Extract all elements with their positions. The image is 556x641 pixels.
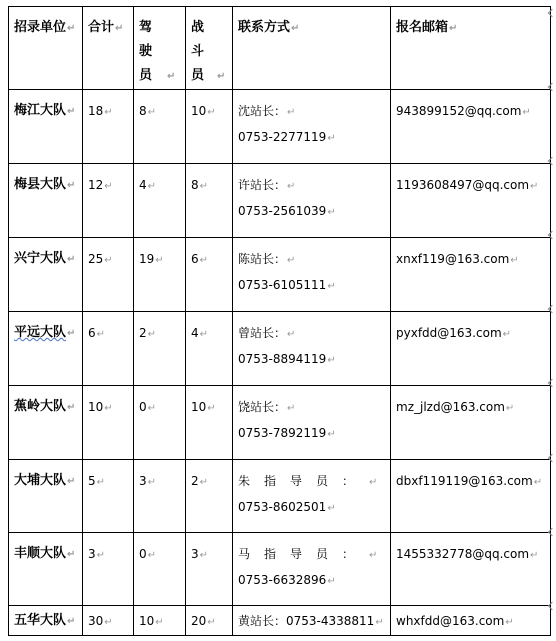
unit-name: 丰顺大队 <box>14 546 67 561</box>
table-row <box>9 238 551 312</box>
unit-name: 梅县大队 <box>14 177 67 192</box>
paragraph-mark-icon: ↵ <box>115 23 124 34</box>
total-count: 6 <box>88 326 96 340</box>
unit-name: 兴宁大队 <box>14 251 67 266</box>
total-count: 5 <box>88 474 96 488</box>
header-fighter: 战斗员 <box>191 20 217 83</box>
paragraph-mark-icon: ↵ <box>104 107 113 118</box>
paragraph-mark-icon: ↵ <box>199 550 209 561</box>
row-end-marker-icon <box>549 306 555 314</box>
unit-name: 平远大队 <box>14 325 67 340</box>
paragraph-mark-icon: ↵ <box>327 503 336 514</box>
contact-phone: 0753-8602501 <box>238 500 327 514</box>
unit-name: 大埔大队 <box>14 473 67 488</box>
fighter-count: 4 <box>191 326 199 340</box>
paragraph-mark-icon: ↵ <box>199 255 209 266</box>
paragraph-mark-icon: ↵ <box>287 329 296 340</box>
paragraph-mark-icon: ↵ <box>287 181 296 192</box>
header-driver: 驾驶员 <box>139 20 167 83</box>
table-row <box>9 90 551 164</box>
paragraph-mark-icon: ↵ <box>291 23 300 34</box>
paragraph-mark-icon: ↵ <box>104 403 113 414</box>
contact-phone: 0753-2561039 <box>238 204 327 218</box>
paragraph-mark-icon: ↵ <box>207 403 216 414</box>
contact-phone: 0753-2277119 <box>238 130 327 144</box>
paragraph-mark-icon: ↵ <box>449 23 458 34</box>
total-count: 30 <box>88 614 104 628</box>
row-end-marker-icon <box>549 158 555 166</box>
paragraph-mark-icon: ↵ <box>96 550 106 561</box>
email-address: pyxfdd@163.com <box>396 326 502 340</box>
paragraph-mark-icon: ↵ <box>96 329 106 340</box>
paragraph-mark-icon: ↵ <box>104 255 113 266</box>
paragraph-mark-icon: ↵ <box>327 281 336 292</box>
paragraph-mark-icon: ↵ <box>67 254 76 265</box>
paragraph-mark-icon: ↵ <box>510 255 519 266</box>
paragraph-mark-icon: ↵ <box>67 180 76 191</box>
paragraph-mark-icon: ↵ <box>147 550 157 561</box>
driver-count: 0 <box>139 547 147 561</box>
paragraph-mark-icon: ↵ <box>530 181 539 192</box>
driver-count: 4 <box>139 178 147 192</box>
paragraph-mark-icon: ↵ <box>199 329 209 340</box>
fighter-count: 10 <box>191 400 207 414</box>
table-row <box>9 312 551 386</box>
email-address: dbxf119119@163.com <box>396 474 533 488</box>
paragraph-mark-icon: ↵ <box>67 23 76 34</box>
paragraph-mark-icon: ↵ <box>327 429 336 440</box>
paragraph-mark-icon: ↵ <box>207 617 216 628</box>
paragraph-mark-icon: ↵ <box>155 255 164 266</box>
paragraph-mark-icon: ↵ <box>147 329 157 340</box>
row-end-marker-icon <box>549 10 555 18</box>
contact-phone: 0753-6632896 <box>238 573 327 587</box>
driver-count: 10 <box>139 614 155 628</box>
email-address: 1193608497@qq.com <box>396 178 530 192</box>
table-row <box>9 606 551 636</box>
paragraph-mark-icon: ↵ <box>147 181 157 192</box>
email-address: xnxf119@163.com <box>396 252 510 266</box>
paragraph-mark-icon: ↵ <box>287 403 296 414</box>
paragraph-mark-icon: ↵ <box>147 477 157 488</box>
paragraph-mark-icon: ↵ <box>67 106 76 117</box>
paragraph-mark-icon: ↵ <box>505 403 515 414</box>
fighter-count: 8 <box>191 178 199 192</box>
contact-name: 饶站长： <box>238 400 287 414</box>
paragraph-mark-icon: ↵ <box>530 550 539 561</box>
table-row <box>9 164 551 238</box>
paragraph-mark-icon: ↵ <box>147 107 157 118</box>
row-end-marker-icon <box>549 232 555 240</box>
header-total: 合计 <box>88 20 115 35</box>
header-contact: 联系方式 <box>238 20 291 35</box>
row-end-marker-icon <box>549 455 555 463</box>
contact-name: 朱指导员： <box>238 474 369 488</box>
paragraph-mark-icon: ↵ <box>199 181 209 192</box>
paragraph-mark-icon: ↵ <box>327 133 336 144</box>
total-count: 12 <box>88 178 104 192</box>
table-row <box>9 460 551 533</box>
row-end-marker-icon <box>549 84 555 92</box>
table-header-row <box>9 7 551 90</box>
email-address: whxfdd@163.com <box>396 614 505 628</box>
unit-name: 五华大队 <box>14 613 67 628</box>
paragraph-mark-icon: ↵ <box>104 181 113 192</box>
driver-count: 8 <box>139 104 147 118</box>
paragraph-mark-icon: ↵ <box>375 617 384 628</box>
driver-count: 3 <box>139 474 147 488</box>
fighter-count: 10 <box>191 104 207 118</box>
paragraph-mark-icon: ↵ <box>522 107 531 118</box>
paragraph-mark-icon: ↵ <box>327 355 336 366</box>
paragraph-mark-icon: ↵ <box>369 477 378 488</box>
paragraph-mark-icon: ↵ <box>96 477 106 488</box>
contact-name: 曾站长： <box>238 326 287 340</box>
row-end-marker-icon <box>549 529 555 537</box>
paragraph-mark-icon: ↵ <box>199 477 209 488</box>
unit-name: 梅江大队 <box>14 103 67 118</box>
paragraph-mark-icon: ↵ <box>217 71 226 82</box>
total-count: 18 <box>88 104 104 118</box>
contact-name: 马指导员： <box>238 547 369 561</box>
fighter-count: 6 <box>191 252 199 266</box>
total-count: 25 <box>88 252 104 266</box>
paragraph-mark-icon: ↵ <box>369 550 378 561</box>
paragraph-mark-icon: ↵ <box>67 549 76 560</box>
paragraph-mark-icon: ↵ <box>104 617 113 628</box>
paragraph-mark-icon: ↵ <box>505 617 514 628</box>
header-email: 报名邮箱 <box>396 20 449 35</box>
driver-count: 0 <box>139 400 147 414</box>
contact-phone: 0753-8894119 <box>238 352 327 366</box>
contact-name: 黄站长：0753-4338811 <box>238 614 375 628</box>
paragraph-mark-icon: ↵ <box>327 576 336 587</box>
total-count: 3 <box>88 547 96 561</box>
paragraph-mark-icon: ↵ <box>207 107 216 118</box>
paragraph-mark-icon: ↵ <box>67 476 76 487</box>
fighter-count: 20 <box>191 614 207 628</box>
unit-name: 蕉岭大队 <box>14 399 67 414</box>
row-end-marker-icon <box>549 603 555 611</box>
table-row <box>9 533 551 606</box>
total-count: 10 <box>88 400 104 414</box>
recruitment-table <box>8 6 551 636</box>
paragraph-mark-icon: ↵ <box>327 207 336 218</box>
contact-phone: 0753-7892119 <box>238 426 327 440</box>
row-end-marker-icon <box>549 380 555 388</box>
contact-phone: 0753-6105111 <box>238 278 327 292</box>
contact-name: 陈站长： <box>238 252 287 266</box>
email-address: 1455332778@qq.com <box>396 547 530 561</box>
paragraph-mark-icon: ↵ <box>533 477 543 488</box>
paragraph-mark-icon: ↵ <box>287 107 296 118</box>
contact-name: 沈站长： <box>238 104 287 118</box>
table-row <box>9 386 551 460</box>
paragraph-mark-icon: ↵ <box>502 329 512 340</box>
paragraph-mark-icon: ↵ <box>67 328 76 339</box>
fighter-count: 3 <box>191 547 199 561</box>
contact-name: 许站长： <box>238 178 287 192</box>
paragraph-mark-icon: ↵ <box>155 617 164 628</box>
paragraph-mark-icon: ↵ <box>67 616 76 627</box>
fighter-count: 2 <box>191 474 199 488</box>
paragraph-mark-icon: ↵ <box>67 402 76 413</box>
email-address: 943899152@qq.com <box>396 104 522 118</box>
paragraph-mark-icon: ↵ <box>147 403 157 414</box>
header-unit: 招录单位 <box>14 20 67 35</box>
paragraph-mark-icon: ↵ <box>287 255 296 266</box>
paragraph-mark-icon: ↵ <box>167 71 176 82</box>
driver-count: 19 <box>139 252 155 266</box>
driver-count: 2 <box>139 326 147 340</box>
email-address: mz_jlzd@163.com <box>396 400 505 414</box>
